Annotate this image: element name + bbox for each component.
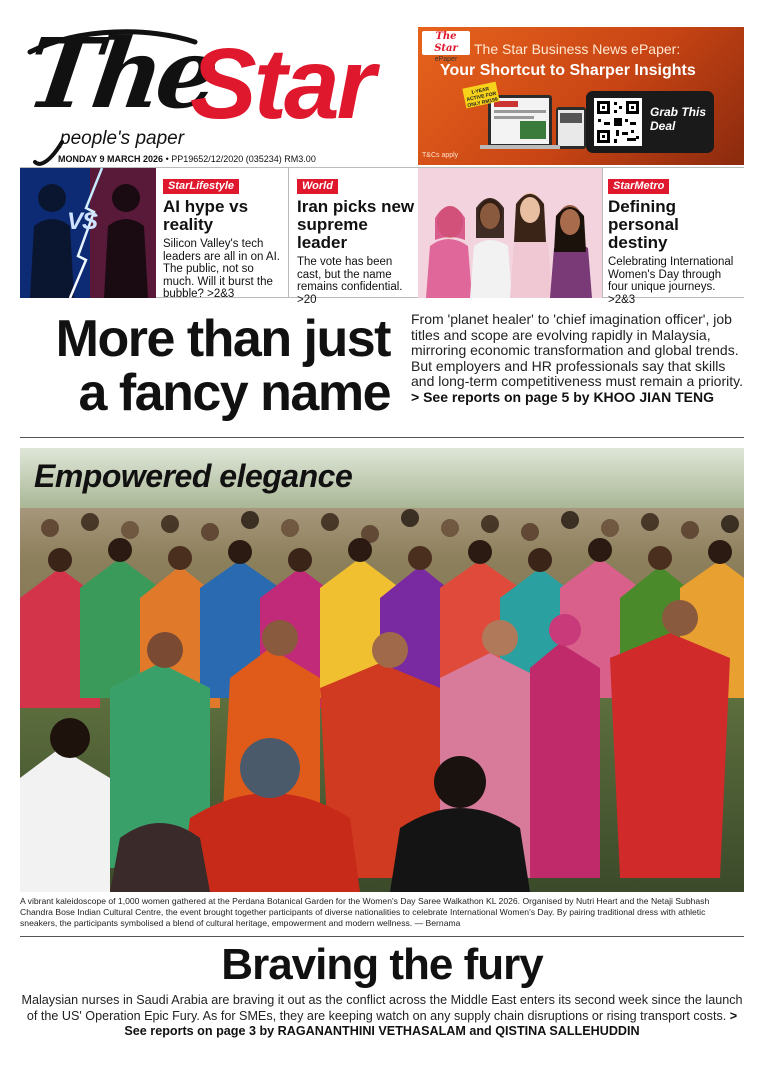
lead-headline[interactable] bbox=[20, 312, 390, 420]
saree-walkathon-crowd-illustration bbox=[20, 448, 744, 892]
teaser-strip bbox=[20, 167, 744, 306]
lead-standfirst bbox=[411, 312, 747, 406]
four-women-illustration bbox=[418, 168, 602, 298]
section-tag: StarMetro bbox=[608, 179, 669, 194]
epaper-logo-bottom: ePaper bbox=[434, 56, 458, 63]
bottom-standfirst bbox=[20, 993, 744, 1040]
grab-deal-label: Grab This Deal bbox=[650, 105, 707, 133]
section-tag: StarLifestyle bbox=[163, 179, 239, 194]
logo-the: The bbox=[20, 17, 221, 130]
lead-headline-line2: a fancy name bbox=[78, 364, 390, 422]
dateline bbox=[58, 154, 316, 164]
section-rule bbox=[20, 437, 744, 438]
teaser-personal-destiny[interactable] bbox=[608, 176, 742, 306]
qr-code-icon bbox=[594, 98, 642, 146]
issue-date: MONDAY 9 MARCH 2026 bbox=[58, 154, 164, 164]
teaser-body: Silicon Valley's tech leaders are all in on AI. The public, not so much. Will it burst the bubble? >2&3 bbox=[163, 238, 280, 300]
section-rule bbox=[20, 936, 744, 937]
main-photo bbox=[20, 448, 744, 892]
ad-line2: Your Shortcut to Sharper Insights bbox=[440, 62, 696, 79]
epaper-ad[interactable] bbox=[418, 27, 744, 165]
bottom-page-ref[interactable]: > See reports on page 3 by RAGANANTHINI VETHASALAM and QISTINA SALLEHUDDIN bbox=[124, 1008, 738, 1038]
womens-day-teaser-image bbox=[418, 168, 602, 298]
vs-overlay-text: VS bbox=[67, 208, 98, 235]
bottom-body-text: Malaysian nurses in Saudi Arabia are braving it out as the conflict across the Middle East enters its second week since the launch of the US' Operation Epic Fury. As for SMEs, they are keeping watch on any supply chain disruptions or rising transport costs. bbox=[21, 993, 743, 1023]
section-tag: World bbox=[297, 179, 338, 194]
teaser-iran[interactable] bbox=[297, 176, 417, 306]
promo-badge: 1-YEAR ACTIVE FOR ONLY RM199 bbox=[462, 82, 499, 109]
epaper-logo-top: The Star bbox=[434, 31, 458, 54]
teaser-body: Celebrating International Women's Day through four unique journeys. >2&3 bbox=[608, 256, 734, 306]
photo-title: Empowered elegance bbox=[34, 458, 353, 494]
masthead bbox=[20, 17, 415, 172]
teaser-headline: Defining personal destiny bbox=[608, 197, 679, 252]
teaser-body: The vote has been cast, but the name remains confidential. >20 bbox=[297, 256, 403, 306]
lead-page-ref[interactable]: > See reports on page 5 by KHOO JIAN TENG bbox=[411, 388, 715, 405]
terms-note: T&Cs apply bbox=[422, 152, 459, 159]
epaper-logo bbox=[422, 31, 470, 63]
permit-price: • PP19652/12/2020 (035234) RM3.00 bbox=[165, 154, 316, 164]
lead-body-text: From 'planet healer' to 'chief imagination officer', job titles and scope are evolving rapidly in Malaysia, mirroring economic transformation and global trends. But employers and HR professionals say that skills and long-term competitiveness must remain a priority. bbox=[411, 311, 743, 390]
grab-deal-button[interactable] bbox=[586, 91, 714, 153]
teaser-headline: Iran picks new supreme leader bbox=[297, 197, 415, 252]
logo-star: Star bbox=[190, 28, 373, 140]
photo-caption: A vibrant kaleidoscope of 1,000 women gathered at the Perdana Botanical Garden for the Women's Day Saree Walkathon KL 2026. Organised by Nutri Heart and the Netaji Subhash Chandra Bose Indian Cultural Centre, the event brought together participants of diverse nationalities to celebrate International Women's Day. By pairing traditional dress with athletic sneakers, the participants symbolised a blend of cultural heritage, empowerment and modern wellness. — Bernama bbox=[20, 896, 710, 928]
divider bbox=[288, 168, 289, 298]
bottom-headline[interactable]: Braving the fury bbox=[221, 940, 543, 989]
tagline: people's paper bbox=[60, 128, 185, 149]
teaser-ai-hype[interactable] bbox=[163, 176, 281, 301]
teaser-headline: AI hype vs reality bbox=[163, 197, 249, 234]
lead-headline-line1: More than just bbox=[55, 310, 390, 368]
divider bbox=[602, 168, 603, 298]
ad-line1: The Star Business News ePaper: bbox=[474, 41, 681, 57]
